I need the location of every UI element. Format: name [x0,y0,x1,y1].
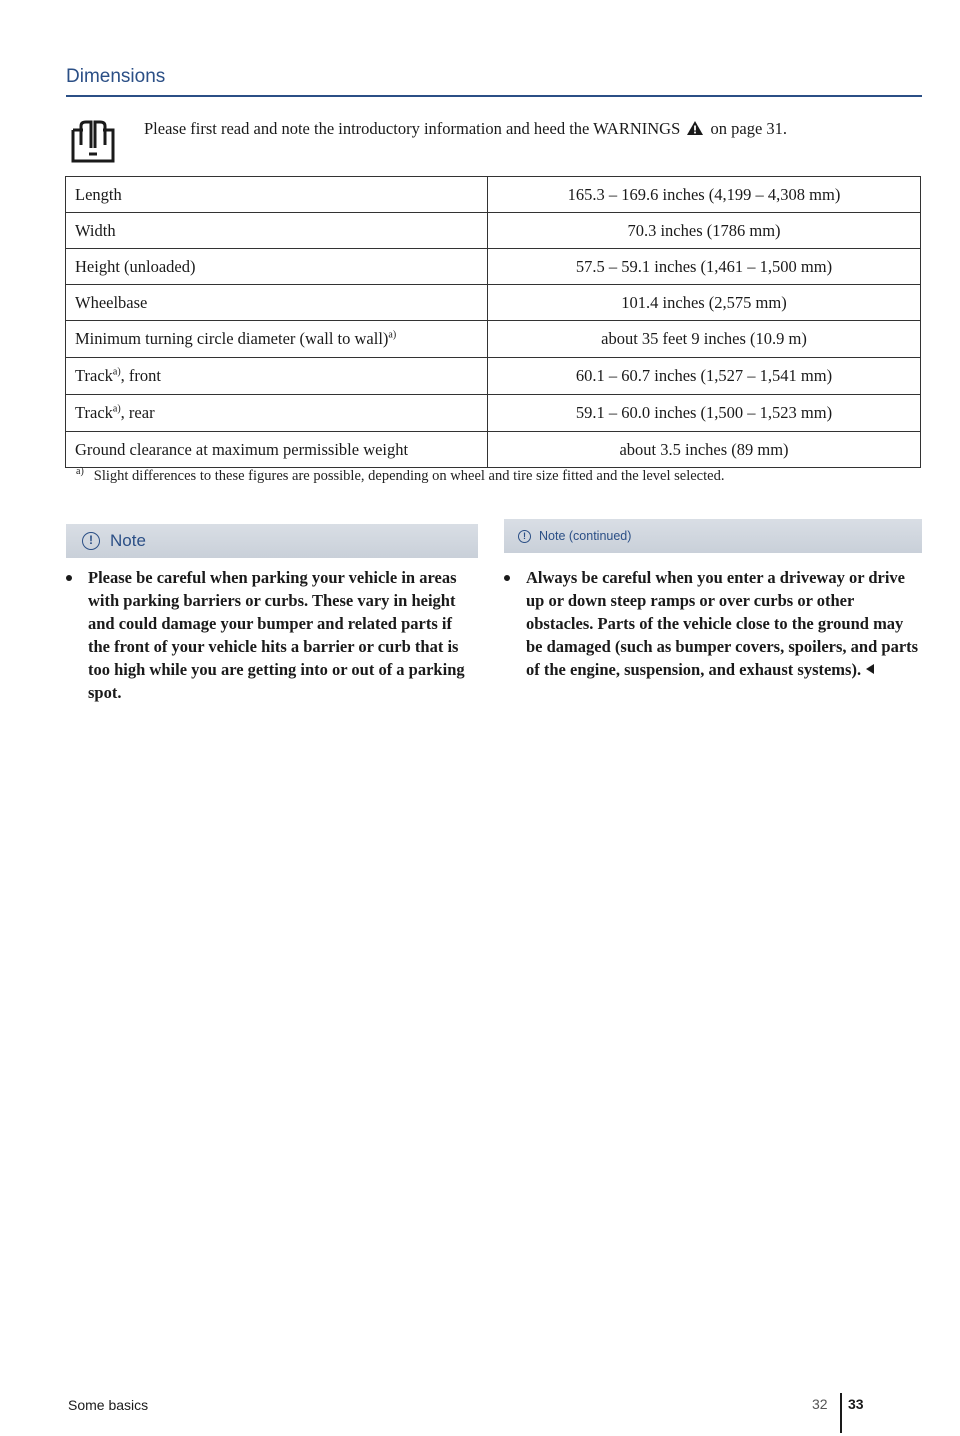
dimension-label-text: Length [75,184,122,204]
dimension-label-text: Track [75,403,113,422]
note-continued-bullet [504,566,922,681]
note-bullet: Please be careful when parking your vehicle in areas with parking barriers or curbs. These vary in height and could damage your bumper and related parts if the front of your vehicle hits a barrier or curb that is too high while you are getting into or out of a parking spot. [66,566,478,704]
dimensions-table [65,176,921,468]
dimension-label [66,395,488,432]
dimension-label-text: Wheelbase [75,292,148,312]
footnote [76,466,936,485]
table-row [66,285,921,321]
intro-paragraph [144,118,924,140]
dimension-label-suffix: , rear [120,403,155,422]
footnote-text: Slight differences to these figures are possible, depending on wheel and tire size fitted and the level selected. [93,467,725,484]
dimension-label [66,321,488,358]
note-continued-heading-bar [504,519,922,553]
table-row [66,321,921,358]
page-number-right: 33 [848,1396,864,1412]
dimension-label [66,358,488,395]
note-continued-text: Always be careful when you enter a driveway or drive up or down steep ramps or over curbs or other obstacles. Parts of the vehicle close to the ground may be damaged (such as bumper covers, spoilers, and parts of the engine, suspension, and exhaust systems). [526,568,919,679]
dimension-value: 70.3 inches (1786 mm) [488,213,921,249]
dimension-label-text: Width [75,220,116,240]
book-icon [70,120,116,164]
intro-text: Please first read and note the introductory information and heed the WARNINGS [144,119,681,138]
table-row [66,358,921,395]
footnote-ref: a) [388,329,397,341]
table-row [66,249,921,285]
dimension-value: 59.1 – 60.0 inches (1,500 – 1,523 mm) [488,395,921,432]
dimension-label [66,213,488,249]
page-divider [840,1393,842,1433]
note-heading: Note [110,531,146,550]
table-row [66,432,921,468]
dimension-label [66,249,488,285]
end-triangle-icon [865,663,875,675]
dimension-value: about 3.5 inches (89 mm) [488,432,921,468]
note-heading-bar [66,524,478,558]
dimension-label-text: Minimum turning circle diameter (wall to wall) [75,329,389,348]
warning-triangle-icon [686,120,704,136]
note-continued-heading: Note (continued) [539,529,632,543]
dimension-label-text: Ground clearance at maximum permissible weight [75,439,409,459]
dimension-label [66,177,488,213]
dimension-value: 60.1 – 60.7 inches (1,527 – 1,541 mm) [488,358,921,395]
dimension-label-suffix: , front [120,366,161,385]
title-divider [66,95,922,97]
footnote-ref: a) [112,403,121,415]
page-number-left: 32 [812,1396,828,1412]
table-row [66,213,921,249]
table-row [66,177,921,213]
dimension-label-text: Track [75,366,113,385]
note-continued-body [504,566,922,681]
dimension-value: 101.4 inches (2,575 mm) [488,285,921,321]
info-circle-icon: ! [518,530,531,543]
page-title: Dimensions [66,66,166,87]
footnote-ref: a) [112,366,121,378]
dimension-value: 165.3 – 169.6 inches (4,199 – 4,308 mm) [488,177,921,213]
footer-section-name: Some basics [68,1397,149,1413]
intro-page-ref: on page 31. [710,119,788,138]
footnote-marker: a) [76,466,84,477]
dimension-label [66,285,488,321]
info-circle-icon: ! [82,532,100,550]
dimension-label [66,432,488,468]
note-body [66,566,478,704]
dimension-value: about 35 feet 9 inches (10.9 m) [488,321,921,358]
dimension-label-text: Height (unloaded) [75,256,196,276]
dimension-value: 57.5 – 59.1 inches (1,461 – 1,500 mm) [488,249,921,285]
table-row [66,395,921,432]
